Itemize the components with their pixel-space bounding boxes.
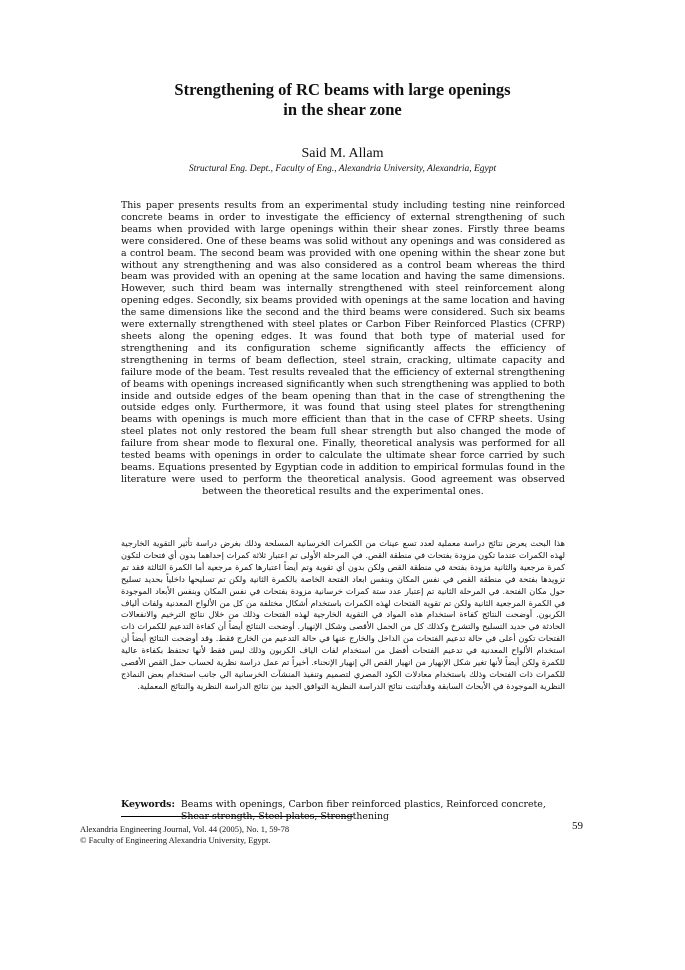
arabic-abstract: هذا البحث يعرض نتائج دراسة معملية لعدد تسع عينات من الكمرات الخرسانية المسلحة وذلك بغرض دراسة تأثير التقوية الخارجية لهذه الكمرات عندما تكون مزودة بفتحات في منطقة القص. في المرحلة الأولى تم اعتبار ثلاثة كمرات إحداهما بدون أي فتحات لتكون كمرة مرجعية والثانية مزودة بفتحة في منطقة القص ولكن بدون أي تقوية وتم أيضاً اعتبارها كمرة مرجعية أما الكمرة الثالثة فقد تم تزويدها بفتحة في منطقة القص في نفس المكان وبنفس ابعاد الفتحة الخاصة بالكمرة الثانية ولكن تم تسليحها داخلياً بحديد تسليح حول مكان الفتحة. في المرحلة الثانية تم إعتبار عدد ستة كمرات خرسانية مزودة بفتحات في نفس المكان وبنفس الأبعاد الموجودة في الكمرة المرجعية الثانية ولكن تم تقوية الفتحات لهذه الكمرات باستخدام أشكال مختلفة من كل من الألواح المعدنية ولفات ألياف الكربون. أوضحت النتائج كفاءة استخدام هذه المواد في التقوية الخارجية لهذه الفتحات وذلك من خلال نتائج الترخيم والانفعالات الحادثة في حديد التسليح والتشرخ وكذلك كل من الحمل الأقصى وشكل الإنهيار. أوضحت النتائج أيضاً أن كفاءة التدعيم للكمرات ذات الفتحات تكون أعلى في حالة تدعيم الفتحات من الداخل والخارج عنها في حالة التدعيم من الخارج فقط. وقد أوضحت النتائج أيضاً أن استخدام الألواح المعدنية في تدعيم الفتحات أفضل من استخدام لفات الياف الكربون وذلك ليس فقط لأنها تحتفظ بكفاءة عالية للكمرة ولكن أيضاً لأنها تغير شكل الإنهيار من انهيار القص الي إنهيار الإنحناء. أخيراً تم عمل دراسة نظرية لحساب حمل القص الأقصى للكمرات ذات الفتحات وذلك باستخدام معادلات الكود المصري لتصميم وتنفيذ المنشآت الخرسانية الي جانب استخدام بعض النماذج النظرية الموجودة في الأبحاث السابقة وقدأثبتت نتائج الدراسة النظرية التوافق الجيد بين نتائج الدراسة النظرية والنتائج المعملية. bbox=[121, 538, 565, 691]
keywords-label: Keywords: bbox=[121, 799, 175, 810]
keywords-block bbox=[121, 799, 565, 823]
paper-title bbox=[0, 80, 685, 120]
keywords-list: Beams with openings, Carbon fiber reinforced plastics, Reinforced concrete, Shear strength, Steel plates, Strengthening bbox=[180, 799, 546, 822]
footnote-divider bbox=[121, 816, 353, 817]
title-line-2: in the shear zone bbox=[283, 100, 402, 119]
copyright-notice: © Faculty of Engineering Alexandria University, Egypt. bbox=[80, 835, 271, 845]
english-abstract: This paper presents results from an experimental study including testing nine reinforced concrete beams in order to investigate the efficiency of external strengthening of such beams when provided with large openings within their shear zones. Firstly three beams were considered. One of these beams was solid without any openings and was considered as a control beam. The second beam was provided with one opening within the shear zone but without any strengthening and was also considered as a control beam whereas the third beam was provided with an opening at the same location and having the same dimensions. However, such third beam was internally strengthened with steel reinforcement along opening edges. Secondly, six beams provided with openings at the same location and having the same dimensions like the second and the third beams were considered. Such six beams were externally strengthened with steel plates or Carbon Fiber Reinforced Plastics (CFRP) sheets along the opening edges. It was found that both type of material used for strengthening and its configuration scheme significantly affects the efficiency of strengthening in terms of beam deflection, steel strain, cracking, ultimate capacity and failure mode of the beam. Test results revealed that the efficiency of external strengthening of beams with openings increased significantly when such strengthening was applied to both inside and outside edges of the beam opening than that in the case of strengthening the outside edges only. Furthermore, it was found that using steel plates for strengthening beams with openings is much more efficient than that in the case of CFRP sheets. Using steel plates not only restored the beam full shear strength but also changed the mode of failure from shear mode to flexural one. Finally, theoretical analysis was performed for all tested beams with openings in order to calculate the ultimate shear force carried by such beams. Equations presented by Egyptian code in addition to empirical formulas found in the literature were used to perform the theoretical analysis. Good agreement was observed between the theoretical results and the experimental ones. bbox=[121, 200, 565, 497]
journal-citation: Alexandria Engineering Journal, Vol. 44 (2005), No. 1, 59-78 bbox=[80, 824, 290, 834]
journal-footer bbox=[80, 824, 289, 846]
author-name: Said M. Allam bbox=[301, 146, 384, 161]
page-number: 59 bbox=[572, 820, 583, 832]
title-line-1: Strengthening of RC beams with large openings bbox=[174, 80, 511, 99]
author-affiliation: Structural Eng. Dept., Faculty of Eng., Alexandria University, Alexandria, Egypt bbox=[188, 164, 497, 174]
